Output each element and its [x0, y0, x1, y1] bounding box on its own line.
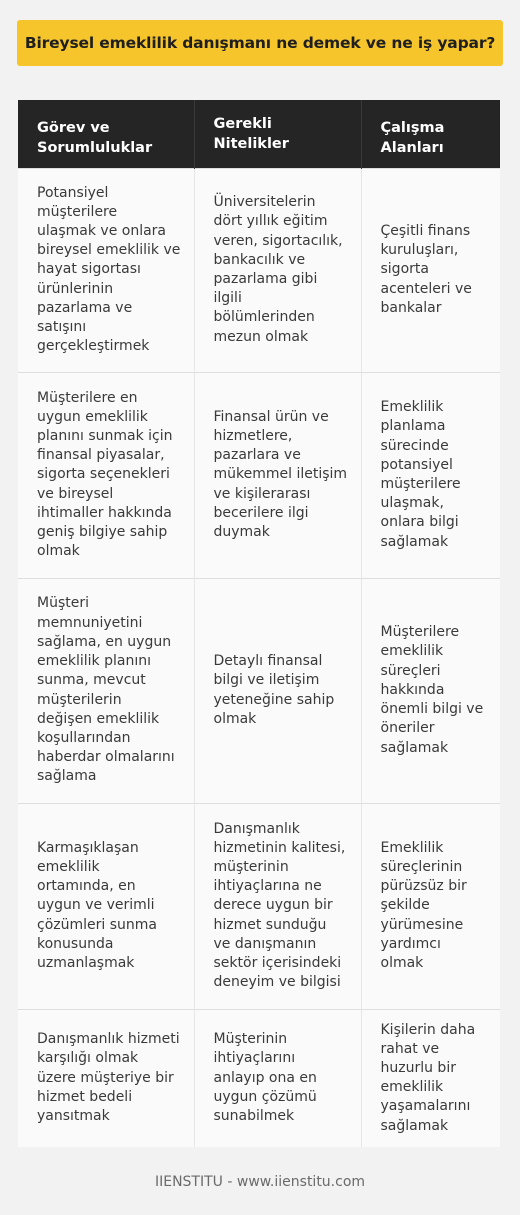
table-cell: Kişilerin daha rahat ve huzurlu bir emeklilik yaşamalarını sağlamak: [361, 1009, 500, 1147]
column-header-qualifications: Gerekli Nitelikler: [194, 100, 361, 168]
table-cell: Finansal ürün ve hizmetlere, pazarlara ve mükemmel iletişim ve kişilerarası becerilere ilgi duymak: [194, 372, 361, 578]
table-row: [18, 372, 500, 578]
table-cell: Çeşitli finans kuruluşları, sigorta acenteleri ve bankalar: [361, 168, 500, 372]
table-row: [18, 1009, 500, 1147]
table-cell: Üniversitelerin dört yıllık eğitim veren, sigortacılık, bankacılık ve pazarlama gibi ilgili bölümlerinden mezun olmak: [194, 168, 361, 372]
table-row: [18, 578, 500, 803]
table-header-row: [18, 100, 500, 168]
page-title: Bireysel emeklilik danışmanı ne demek ve ne iş yapar?: [24, 34, 496, 52]
table-cell: Müşterinin ihtiyaçlarını anlayıp ona en uygun çözümü sunabilmek: [194, 1009, 361, 1147]
table-cell: Emeklilik süreçlerinin pürüzsüz bir şekilde yürümesine yardımcı olmak: [361, 803, 500, 1009]
table-cell: Danışmanlık hizmetinin kalitesi, müşterinin ihtiyaçlarına ne derece uygun bir hizmet sunduğu ve danışmanın sektör içerisindeki deneyim ve bilgisi: [194, 803, 361, 1009]
table-cell: Müşteri memnuniyetini sağlama, en uygun emeklilik planını sunma, mevcut müşterilerin değişen emeklilik koşullarından haberdar olmalarını sağlama: [18, 578, 194, 803]
table-cell: Potansiyel müşterilere ulaşmak ve onlara bireysel emeklilik ve hayat sigortası ürünlerinin pazarlama ve satışını gerçekleştirmek: [18, 168, 194, 372]
table-cell: Müşterilere emeklilik süreçleri hakkında önemli bilgi ve öneriler sağlamak: [361, 578, 500, 803]
table-cell: Karmaşıklaşan emeklilik ortamında, en uygun ve verimli çözümleri sunma konusunda uzmanlaşmak: [18, 803, 194, 1009]
footer-credit: IIENSTITU - www.iienstitu.com: [154, 1174, 366, 1190]
info-table: [18, 100, 500, 1147]
table-cell: Danışmanlık hizmeti karşılığı olmak üzere müşteriye bir hizmet bedeli yansıtmak: [18, 1009, 194, 1147]
table-cell: Detaylı finansal bilgi ve iletişim yeteneğine sahip olmak: [194, 578, 361, 803]
column-header-work-areas: Çalışma Alanları: [361, 100, 500, 168]
table-row: [18, 803, 500, 1009]
table-cell: Emeklilik planlama sürecinde potansiyel müşterilere ulaşmak, onlara bilgi sağlamak: [361, 372, 500, 578]
title-banner: [17, 20, 503, 66]
table-row: [18, 168, 500, 372]
table-cell: Müşterilere en uygun emeklilik planını sunmak için finansal piyasalar, sigorta seçenekleri ve bireysel ihtimaller hakkında geniş bilgiye sahip olmak: [18, 372, 194, 578]
column-header-duties: Görev ve Sorumluluklar: [18, 100, 194, 168]
